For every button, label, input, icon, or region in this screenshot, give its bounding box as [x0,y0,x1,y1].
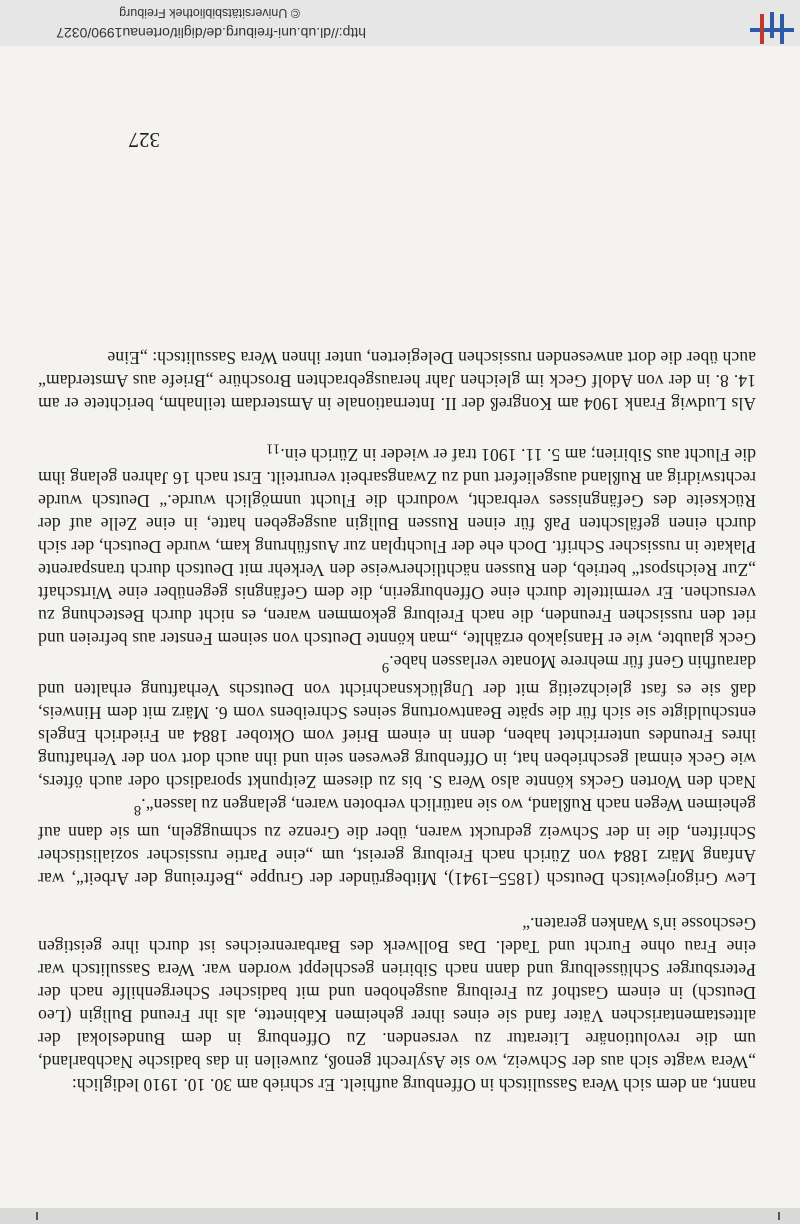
paragraph-text: Geck glaubte, wie er Hansjakob erzählte, „man könnte Deutsch von seinem Fenster aus befreien und riet den russischen Freunden, die nach Freiburg gekommen waren, es nicht durch Bestechung zu versuchen. Er vermittelte durch eine Offenburgerin, die dem Gefängnis gegenüber eine Wirtschaft „Zur Reichspost“ betrieb, den Russen nächtlicherweise den Verkehr mit Deutsch durch transparente Plakate in russischer Schrift. Doch ehe der Fluchtplan zur Ausführung kam, wurde Deutsch, der sich durch einen gefälschten Paß für einen Russen Bulìgin ausgegeben hatte, in eine Zelle auf der Rückseite des Gefängnisses verbracht, wodurch die Flucht unmöglich wurde.“ Deutsch wurde rechtswidrig an Rußland ausgeliefert und zu Zwangsarbeit verurteilt. Erst nach 16 Jahren gelang ihm die Flucht aus Sibirien; am 5. 11. 1901 traf er wieder in Zürich ein. [38,445,756,650]
library-footer [0,0,800,46]
quote-paragraph: „Wera wagte sich aus der Schweiz, wo sie Asylrecht genoß, zuweilen in das badische Nachbarland, um die revolutionäre Literatur zu versenden. Zu Offenburg in dem Bundeslokal der alttestamentarischen Väter fand sie eines ihrer geheimen Kabinette, als ihr Freund Bulìgin (Leo Deutsch) in einem Gasthof zu Freiburg ausgehoben und mit badischer Schergenhilfe nach der Petersburger Schlüsselburg und dann nach Sibirien geschleppt worden war. Wera Sassulitsch war eine Frau ohne Furcht und Tadel. Das Bollwerk des Barbarenreiches ist durch ihre geistigen Geschosse in's Wanken geraten.“ [38,914,756,1072]
paragraph-text: Lew Grigorjewitsch Deutsch (1855–1941), Mitbegründer der Gruppe „Befreiung der Arbeit“, war Anfang März 1884 von Zürich nach Freiburg gereist, um „eine Partie russischer sozialistischer Schriften, die in der Schweiz gedruckt waren, über die Grenze zu schmuggeln, um sie dann auf geheimen Wegen nach Rußland, wo sie natürlich verboten waren, gelangen zu lassen“. [38,795,756,889]
paragraph-text: Nach den Worten Gecks könnte also Wera S. bis zu diesem Zeitpunkt sporadisch oder auch öfters, wie Geck einmal geschrieben hat, in Offenburg gewesen sein und ihn auch dort von der Verhaftung ihres Freundes unterrichtet haben, denn in einem Brief vom Oktober 1884 an Friedrich Engels entschuldigte sie sich für die späte Beantwortung seines Schreibens vom 6. März mit dem Hinweis, daß sie es fast gleichzeitig mit der Unglücksnachricht von Deutschs Verhaftung erhalten und daraufhin Genf für mehrere Monate verlassen habe. [38,652,756,793]
paragraph-3 [38,650,756,793]
page-number: 327 [128,128,160,152]
scan-edge-strip [0,1208,800,1224]
footnote-mark: 9 [381,659,390,676]
paragraph-5: Als Ludwig Frank 1904 am Kongreß der II. Internationale in Amsterdam teilnahm, berichtete er am 14. 8. in der von Adolf Geck im gleichen Jahr herausgebrachten Broschüre „Briefe aus Amsterdam“ auch über die dort anwesenden russischen Delegierten, unter ihnen Wera Sassulitsch: „Eine [38,347,756,414]
paragraph-2 [38,793,756,890]
paragraph-4 [38,437,756,651]
page-body [38,346,756,1096]
digital-copy-link[interactable]: http://dl.ub.uni-freiburg.de/diglit/ortenau1990/0327 [56,25,366,41]
footnote-mark: 11 [266,440,281,457]
copyright-notice: © Universitätsbibliothek Freiburg [119,6,300,20]
edge-mark [36,1212,38,1220]
edge-mark [778,1212,780,1220]
paragraph-1: nannt, an dem sich Wera Sassulitsch in Offenburg aufhielt. Er schrieb am 30. 10. 1910 lediglich: [71,1075,756,1095]
university-library-logo [750,6,794,46]
footnote-mark: 8 [133,802,142,818]
